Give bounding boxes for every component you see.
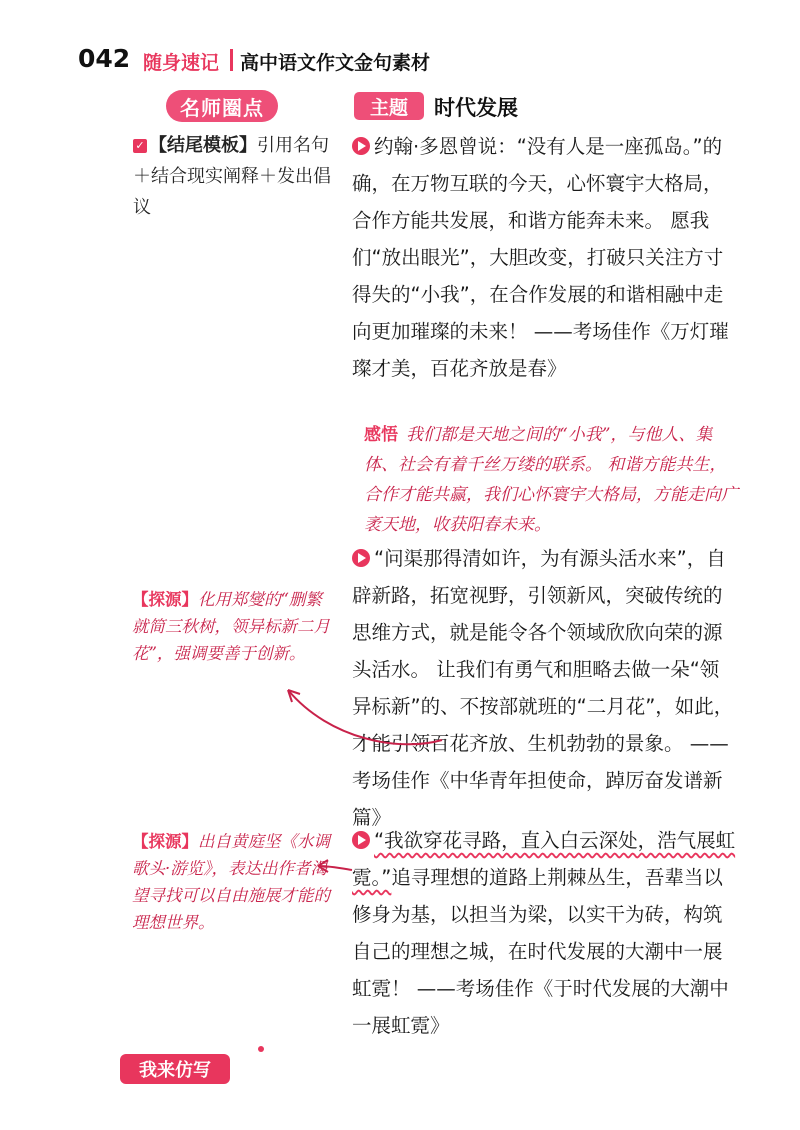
paragraph-3-text: 追寻理想的道路上荆棘丛生，吾辈当以修身为基，以担当为梁，以实干为砖，构筑自己的理想之城，在时代发展的大潮中一展虹霓！ ——考场佳作《于时代发展的大潮中一展虹霓》 [352, 866, 729, 1037]
imitate-writing-button[interactable]: 我来仿写 [120, 1054, 230, 1084]
insight-label: 感悟 [364, 425, 398, 445]
quote-paragraph-1 [352, 128, 737, 387]
source-label-1: 【探源】 [132, 590, 198, 609]
source-note-2 [132, 828, 332, 936]
teacher-notes-badge: 名师圈点 [166, 90, 278, 122]
source-text-1: 化用郑燮的“删繁就简三秋树，领异标新二月花”，强调要善于创新。 [132, 590, 330, 663]
paragraph-1-text: 约翰·多恩曾说：“没有人是一座孤岛。”的确，在万物互联的今天，心怀寰宇大格局，合作方能共发展，和谐方能奔未来。 愿我们“放出眼光”，大胆改变，打破只关注方寸得失的“小我”，在合作发展的和谐相融中走向更加璀璨的未来！ ——考场佳作《万灯璀璨才美，百花齐放是春》 [352, 135, 729, 380]
checkbox-icon: ✓ [133, 139, 147, 153]
ending-template-note [133, 130, 333, 223]
theme-title: 时代发展 [434, 96, 518, 120]
paragraph-2-text: “问渠那得清如许，为有源头活水来”，自辟新路，拓宽视野，引领新风，突破传统的思维方式，就是能令各个领域欣欣向荣的源头活水。 让我们有勇气和胆略去做一朵“领异标新”的、不按部就班的“二月花”，如此，才能引领百花齐放、生机勃勃的景象。 ——考场佳作《中华青年担使命，踔厉奋发谱新篇》 [352, 547, 734, 829]
decorative-dot [258, 1046, 264, 1052]
template-text: 引用名句＋结合现实阐释＋发出倡议 [133, 135, 331, 218]
book-title: 高中语文作文金句素材 [240, 52, 431, 74]
header-divider [230, 49, 233, 71]
template-label: 【结尾模板】 [149, 135, 257, 156]
source-text-2: 出自黄庭坚《水调歌头·游览》，表达出作者渴望寻找可以自由施展才能的理想世界。 [132, 832, 330, 932]
play-bullet-icon [352, 137, 370, 155]
series-title: 随身速记 [143, 52, 220, 74]
play-bullet-icon [352, 831, 370, 849]
play-bullet-icon [352, 549, 370, 567]
source-label-2: 【探源】 [132, 832, 198, 851]
quote-paragraph-2 [352, 540, 737, 836]
page-number: 042 [78, 44, 131, 73]
poem-quote: “我欲穿花寻路，直入白云深处，浩气展虹霓。” [352, 829, 736, 889]
theme-badge: 主题 [354, 92, 424, 120]
insight-text: 我们都是天地之间的“小我”，与他人、集体、社会有着千丝万缕的联系。 和谐方能共生，合作才能共赢，我们心怀寰宇大格局，方能走向广袤天地，收获阳春未来。 [364, 425, 738, 535]
quote-paragraph-3 [352, 822, 737, 1044]
insight-block [364, 420, 739, 540]
source-note-1 [132, 586, 332, 667]
